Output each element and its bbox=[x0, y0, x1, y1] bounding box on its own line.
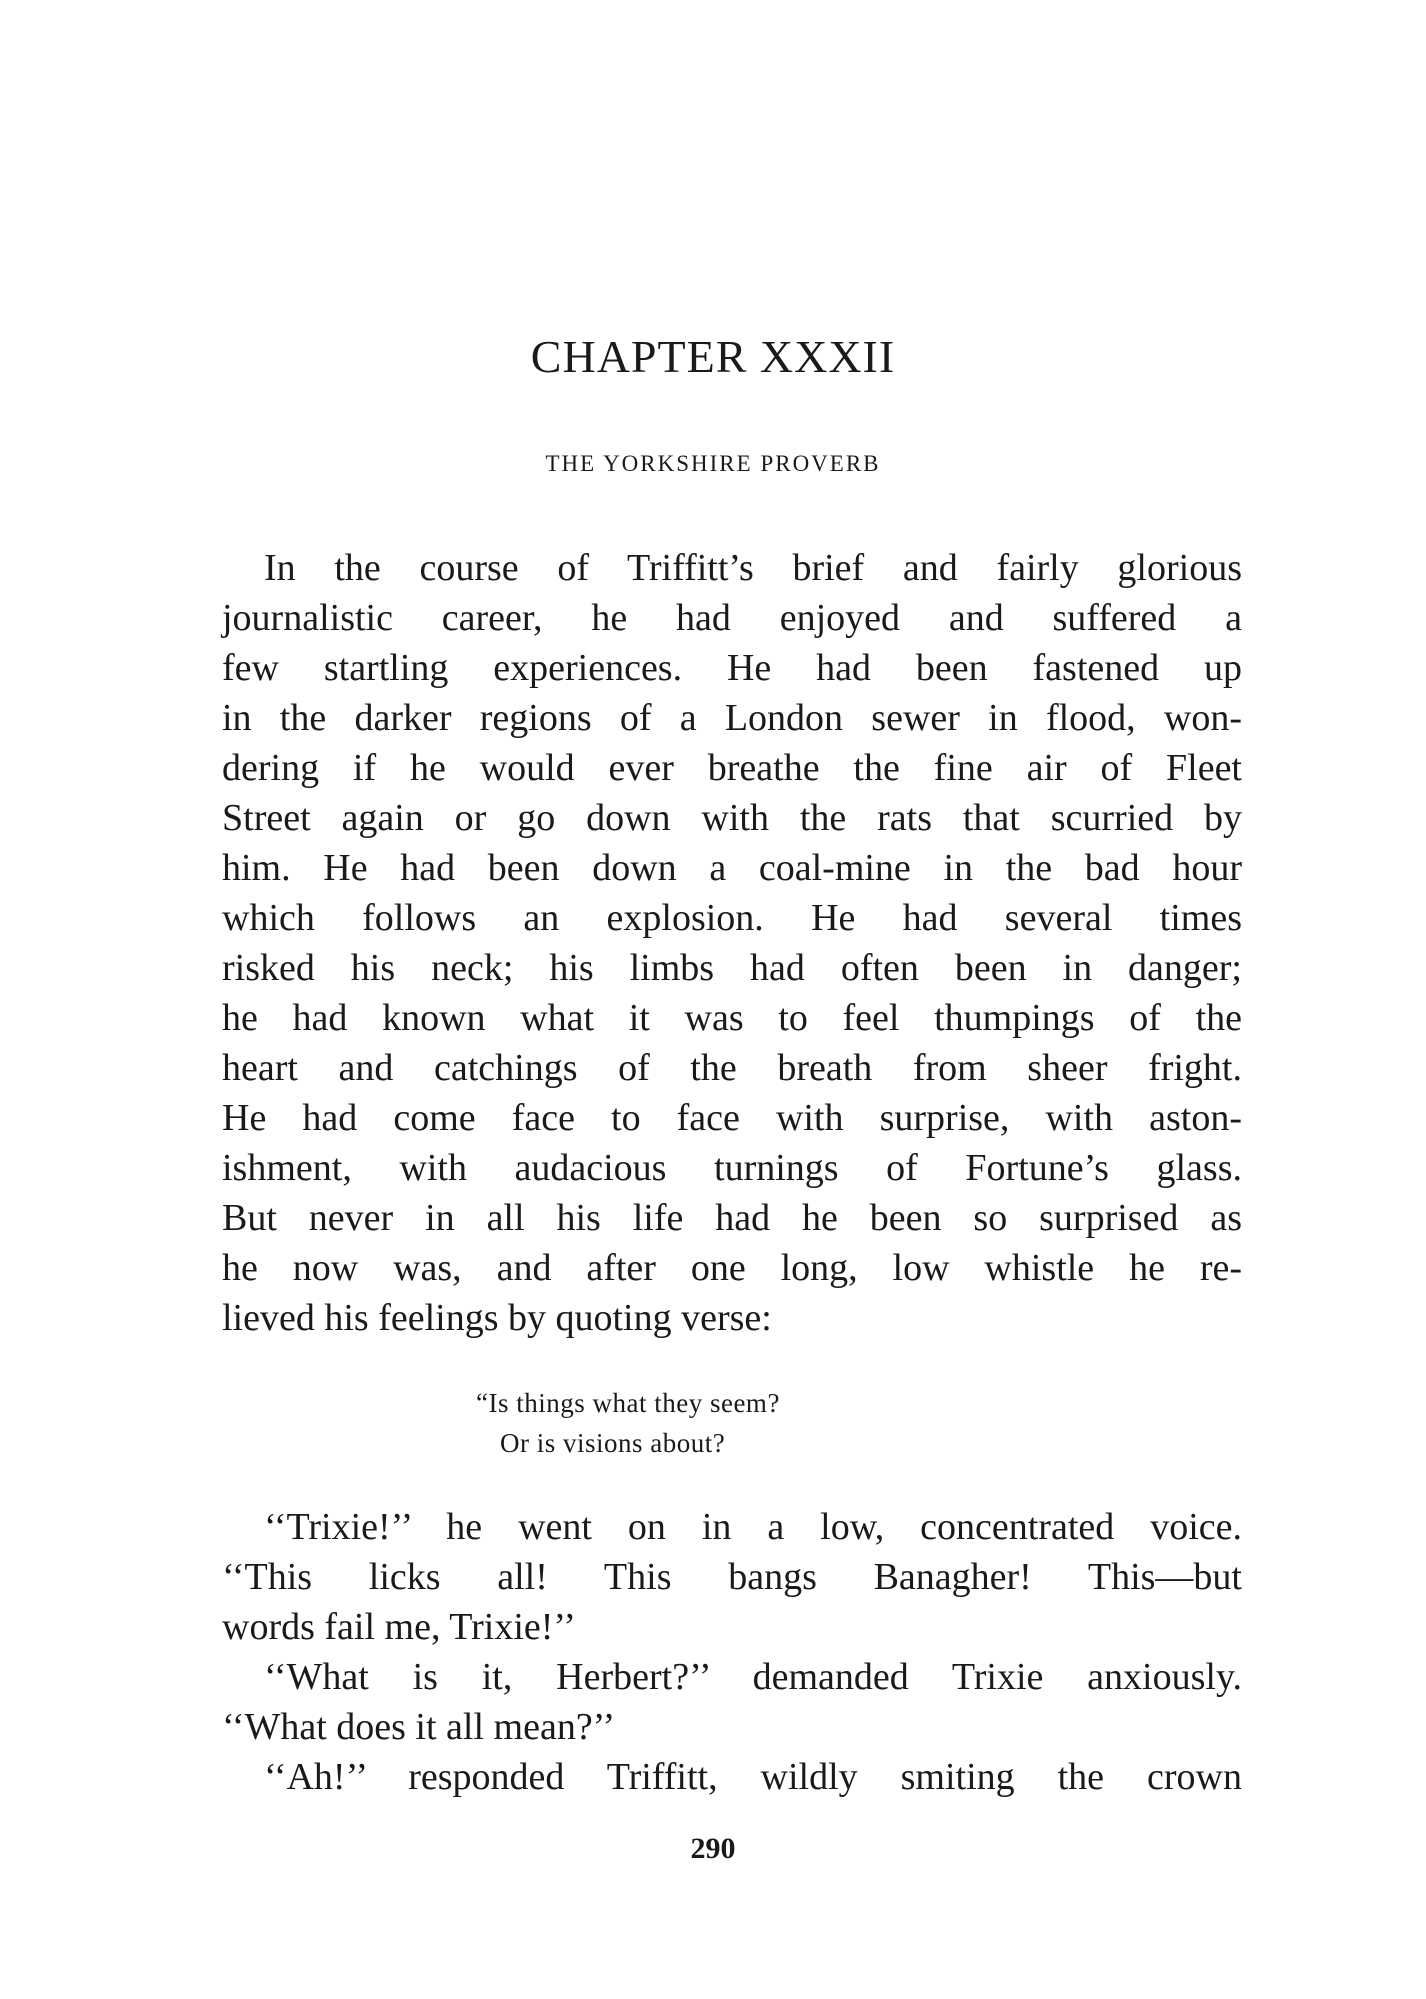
text-line: ‘‘What is it, Herbert?’’ demanded Trixie anxiously. bbox=[264, 1656, 1242, 1698]
poem-line: “Is things what they seem? bbox=[476, 1388, 780, 1418]
text-line: In the course of Triffitt’s brief and fairly glorious bbox=[264, 547, 1242, 589]
text-line: But never in all his life had he been so surprised as bbox=[222, 1197, 1242, 1239]
poem-line: Or is visions about? bbox=[500, 1428, 726, 1458]
text-line: words fail me, Trixie!’’ bbox=[222, 1606, 576, 1648]
paragraph-1 bbox=[222, 543, 1242, 1343]
text-line: he had known what it was to feel thumpings of the bbox=[222, 997, 1242, 1039]
text-line: dering if he would ever breathe the fine air of Fleet bbox=[222, 747, 1242, 789]
text-line: ‘‘What does it all mean?’’ bbox=[222, 1706, 616, 1748]
text-line: ‘‘This licks all! This bangs Banagher! This—but bbox=[222, 1556, 1242, 1598]
text-line: in the darker regions of a London sewer in flood, won- bbox=[222, 697, 1242, 739]
text-line: He had come face to face with surprise, with aston- bbox=[222, 1097, 1242, 1139]
poem-quote bbox=[476, 1383, 780, 1463]
paragraph-2 bbox=[222, 1502, 1242, 1802]
text-line: ‘‘Trixie!’’ he went on in a low, concentrated voice. bbox=[264, 1506, 1242, 1548]
page-number: 290 bbox=[690, 1832, 736, 1865]
text-line: which follows an explosion. He had several times bbox=[222, 897, 1242, 939]
text-line: journalistic career, he had enjoyed and suffered a bbox=[222, 597, 1242, 639]
text-line: Street again or go down with the rats that scurried by bbox=[222, 797, 1242, 839]
text-line: lieved his feelings by quoting verse: bbox=[222, 1297, 772, 1339]
text-line: he now was, and after one long, low whistle he re- bbox=[222, 1247, 1242, 1289]
text-line: few startling experiences. He had been fastened up bbox=[222, 647, 1242, 689]
text-line: risked his neck; his limbs had often been in danger; bbox=[222, 947, 1242, 989]
text-line: ishment, with audacious turnings of Fortune’s glass. bbox=[222, 1147, 1242, 1189]
chapter-title: CHAPTER XXXII bbox=[530, 331, 896, 382]
text-line: ‘‘Ah!’’ responded Triffitt, wildly smiting the crown bbox=[264, 1756, 1242, 1798]
text-line: heart and catchings of the breath from sheer fright. bbox=[222, 1047, 1242, 1089]
chapter-subtitle: THE YORKSHIRE PROVERB bbox=[545, 451, 881, 476]
text-line: him. He had been down a coal-mine in the bad hour bbox=[222, 847, 1242, 889]
